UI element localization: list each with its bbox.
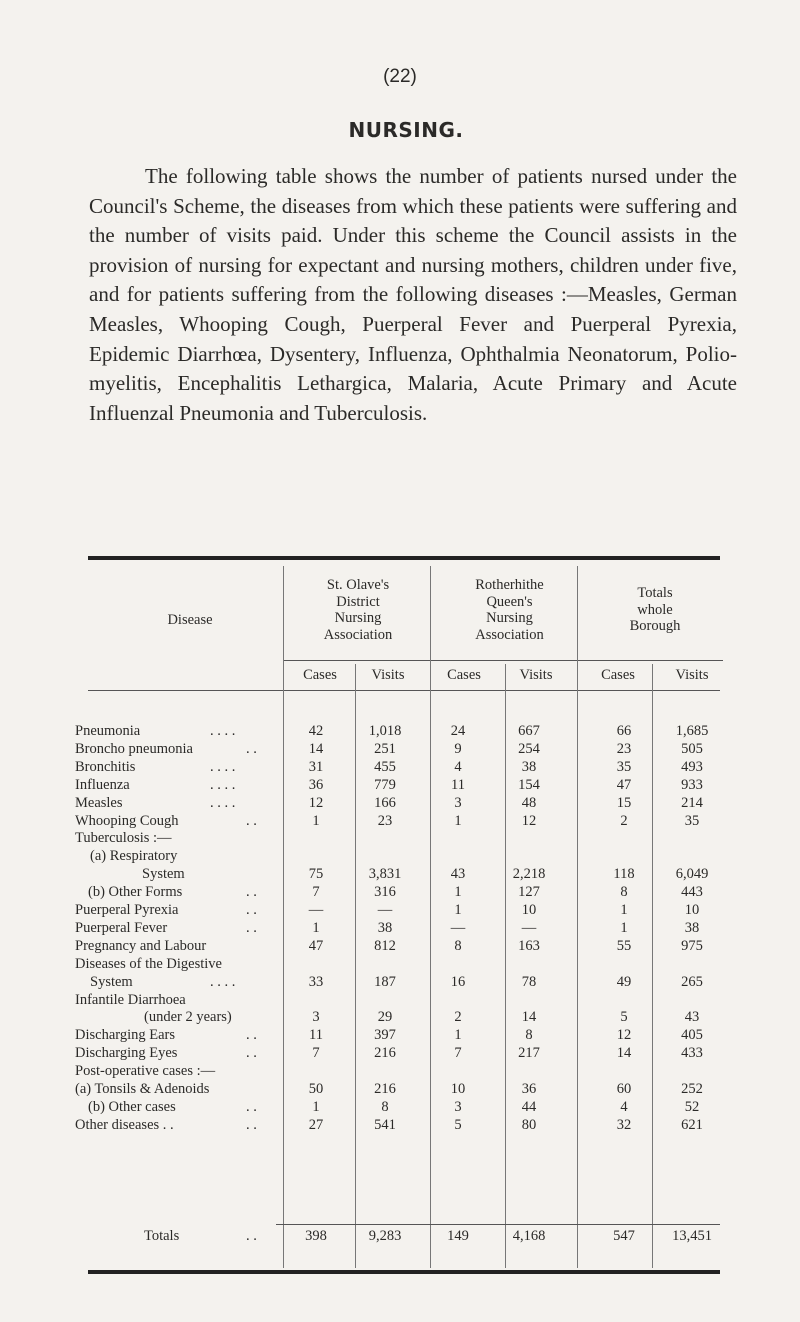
totals-row [0, 1228, 800, 1246]
table-row [0, 884, 800, 902]
st-olaves-cases-cell: 7 [312, 1045, 320, 1062]
total-visits-cell: 443 [681, 884, 703, 901]
row-dot-leader: . . [246, 902, 257, 918]
group-header-rotherhithe [432, 577, 587, 643]
total-cases-cell: 118 [613, 866, 635, 883]
page-title: NURSING. [348, 118, 464, 142]
row-label: Other diseases . . [75, 1116, 174, 1133]
rotherhithe-visits-cell: 254 [518, 740, 540, 757]
row-dot-leader: . . [246, 1045, 257, 1062]
row-label: Post-operative cases :— [75, 1063, 216, 1080]
rotherhithe-cases-cell: 3 [454, 794, 462, 811]
total-visits-cell: 43 [684, 1009, 700, 1026]
row-label: System [90, 973, 133, 990]
rotherhithe-visits-cell: 8 [525, 1027, 533, 1044]
st-olaves-visits-cell: 216 [374, 1045, 396, 1062]
rotherhithe-visits-total: 4,168 [512, 1228, 546, 1244]
st-olaves-cases-cell: 11 [309, 1027, 323, 1044]
st-olaves-visits-cell: — [377, 902, 393, 918]
table-row [0, 1063, 800, 1081]
row-dot-leader: . . . . [210, 794, 236, 811]
row-label: (b) Other cases [88, 1098, 176, 1115]
table-row [0, 1081, 800, 1099]
table-row [0, 1099, 800, 1117]
total-cases-cell: 32 [616, 1116, 632, 1133]
visits-header: Visits [675, 667, 709, 683]
table-row [0, 956, 800, 974]
total-cases-cell: 1 [620, 902, 628, 918]
rotherhithe-cases-cell: 16 [450, 973, 466, 990]
st-olaves-cases-cell: 42 [308, 723, 324, 739]
rotherhithe-visits-cell: 12 [521, 812, 537, 829]
st-olaves-visits-cell: 3,831 [368, 866, 402, 883]
row-label: Puerperal Fever [75, 919, 168, 936]
rotherhithe-visits-cell: 154 [518, 776, 540, 793]
total-visits-cell: 10 [684, 902, 700, 918]
row-label: Broncho pneumonia [75, 740, 193, 757]
rotherhithe-cases-cell: 9 [454, 740, 462, 757]
group-header-st-olaves [283, 577, 433, 643]
st-olaves-visits-cell: 316 [374, 884, 396, 901]
table-bottom-rule [88, 1270, 720, 1274]
disease-header: Disease [167, 612, 213, 628]
table-row [0, 1045, 800, 1063]
group-header-line: whole [637, 601, 673, 618]
group-header-line: District [336, 593, 380, 610]
rotherhithe-cases-cell: 5 [454, 1116, 462, 1133]
row-label: Diseases of the Digestive [75, 955, 222, 972]
row-dot-leader: . . [246, 1228, 257, 1244]
total-cases-cell: 23 [616, 740, 632, 757]
total-visits-cell: 214 [681, 794, 703, 811]
group-header-totals [590, 585, 720, 635]
total-visits-cell: 252 [681, 1081, 703, 1097]
row-label: Pneumonia [75, 723, 141, 739]
row-label: (under 2 years) [144, 1009, 232, 1026]
cases-header: Cases [447, 667, 481, 683]
st-olaves-cases-cell: 36 [308, 776, 324, 793]
rotherhithe-cases-cell: 2 [454, 1009, 462, 1026]
st-olaves-cases-cell: 1 [312, 1098, 320, 1115]
total-cases-cell: 35 [616, 758, 632, 775]
st-olaves-cases-cell: 1 [312, 812, 320, 829]
rotherhithe-visits-cell: 163 [518, 937, 540, 954]
table-row [0, 902, 800, 920]
st-olaves-visits-cell: 455 [374, 758, 396, 775]
total-visits-cell: 433 [681, 1045, 703, 1062]
group-header-line: Nursing [486, 610, 533, 627]
st-olaves-cases-cell: 27 [308, 1116, 324, 1133]
total-visits-cell: 621 [681, 1116, 703, 1133]
rotherhithe-visits-cell: 44 [521, 1098, 537, 1115]
row-label: Measles [75, 794, 123, 811]
rotherhithe-cases-total: 149 [447, 1228, 469, 1244]
total-visits-cell: 265 [681, 973, 703, 990]
rotherhithe-visits-cell: 36 [521, 1081, 537, 1097]
total-visits-cell: 933 [681, 776, 703, 793]
st-olaves-visits-cell: 216 [374, 1081, 396, 1097]
rotherhithe-cases-cell: 11 [451, 776, 465, 793]
st-olaves-cases-cell: 12 [308, 794, 324, 811]
row-dot-leader: . . . . [210, 776, 236, 793]
total-cases-cell: 8 [620, 884, 628, 901]
row-dot-leader: . . [246, 1027, 257, 1044]
row-dot-leader: . . . . [210, 973, 236, 990]
rotherhithe-cases-cell: 24 [450, 723, 466, 739]
st-olaves-cases-cell: 14 [308, 740, 324, 757]
row-dot-leader: . . [246, 1098, 257, 1115]
rotherhithe-visits-cell: 10 [521, 902, 537, 918]
row-label: Discharging Ears [75, 1027, 175, 1044]
total-cases-cell: 4 [620, 1098, 628, 1115]
row-label: System [142, 866, 185, 883]
st-olaves-cases-cell: 75 [308, 866, 324, 883]
rotherhithe-visits-cell: 127 [518, 884, 540, 901]
total-cases-cell: 1 [620, 919, 628, 936]
table-row [0, 723, 800, 741]
rotherhithe-visits-cell: 2,218 [512, 866, 546, 883]
table-row [0, 1117, 800, 1135]
table-top-rule [88, 556, 720, 560]
st-olaves-visits-cell: 166 [374, 794, 396, 811]
st-olaves-visits-cell: 23 [377, 812, 393, 829]
st-olaves-cases-cell: 3 [312, 1009, 320, 1026]
table-row [0, 974, 800, 992]
st-olaves-cases-cell: 7 [312, 884, 320, 901]
group-header-line: Totals [637, 585, 673, 601]
rotherhithe-visits-cell: 48 [521, 794, 537, 811]
total-visits-cell: 975 [681, 937, 703, 954]
total-cases-cell: 66 [616, 723, 632, 739]
rotherhithe-visits-cell: 14 [521, 1009, 537, 1026]
total-cases-cell: 60 [616, 1081, 632, 1097]
total-visits-total: 13,451 [672, 1228, 712, 1244]
rotherhithe-cases-cell: 1 [454, 902, 462, 918]
st-olaves-visits-cell: 812 [374, 937, 396, 954]
table-row [0, 1027, 800, 1045]
st-olaves-visits-cell: 541 [374, 1116, 396, 1133]
st-olaves-cases-total: 398 [305, 1228, 327, 1244]
table-row [0, 830, 800, 848]
rotherhithe-visits-cell: 667 [518, 723, 540, 739]
st-olaves-visits-cell: 38 [377, 919, 393, 936]
st-olaves-cases-cell: 31 [308, 758, 324, 775]
table-row [0, 795, 800, 813]
rotherhithe-cases-cell: 43 [450, 866, 466, 883]
group-header-line: Association [475, 626, 544, 643]
rotherhithe-cases-cell: 7 [454, 1045, 462, 1062]
table-row [0, 920, 800, 938]
st-olaves-cases-cell: — [308, 902, 324, 918]
rotherhithe-visits-cell: 217 [518, 1045, 540, 1062]
rotherhithe-cases-cell: 3 [454, 1098, 462, 1115]
visits-header: Visits [371, 667, 405, 683]
total-cases-total: 547 [613, 1228, 635, 1244]
rotherhithe-cases-cell: 1 [454, 812, 462, 829]
row-dot-leader: . . [246, 812, 257, 829]
row-dot-leader: . . [246, 884, 257, 901]
st-olaves-visits-cell: 397 [374, 1027, 396, 1044]
total-cases-cell: 47 [616, 776, 632, 793]
st-olaves-visits-cell: 1,018 [368, 723, 402, 739]
row-dot-leader: . . . . [210, 723, 236, 739]
row-dot-leader: . . [246, 1116, 257, 1133]
total-cases-cell: 15 [616, 794, 632, 811]
total-visits-cell: 1,685 [675, 723, 709, 739]
st-olaves-visits-cell: 29 [377, 1009, 393, 1026]
row-label: (b) Other Forms [88, 884, 183, 901]
subheader-rule [283, 660, 723, 661]
row-label: Puerperal Pyrexia [75, 902, 179, 918]
cases-header: Cases [303, 667, 337, 683]
total-visits-cell: 38 [684, 919, 700, 936]
total-visits-cell: 52 [684, 1098, 700, 1115]
row-label: Infantile Diarrhoea [75, 991, 186, 1008]
page-number: (22) [383, 66, 417, 87]
st-olaves-visits-cell: 251 [374, 740, 396, 757]
rotherhithe-cases-cell: 1 [454, 884, 462, 901]
st-olaves-cases-cell: 1 [312, 919, 320, 936]
rotherhithe-visits-cell: 80 [521, 1116, 537, 1133]
table-row [0, 992, 800, 1010]
total-visits-cell: 405 [681, 1027, 703, 1044]
row-dot-leader: . . . . [210, 758, 236, 775]
total-cases-cell: 12 [616, 1027, 632, 1044]
st-olaves-visits-cell: 779 [374, 776, 396, 793]
rotherhithe-visits-cell: — [521, 919, 537, 936]
rotherhithe-cases-cell: 10 [450, 1081, 466, 1097]
totals-rule [276, 1224, 720, 1225]
total-visits-cell: 35 [684, 812, 700, 829]
total-cases-cell: 55 [616, 937, 632, 954]
total-visits-cell: 493 [681, 758, 703, 775]
st-olaves-visits-total: 9,283 [368, 1228, 402, 1244]
group-header-line: Nursing [334, 610, 382, 627]
row-label: (a) Tonsils & Adenoids [75, 1081, 210, 1097]
rotherhithe-cases-cell: — [450, 919, 466, 936]
total-visits-cell: 6,049 [675, 866, 709, 883]
row-label: Bronchitis [75, 758, 136, 775]
table-row [0, 938, 800, 956]
rotherhithe-cases-cell: 4 [454, 758, 462, 775]
rotherhithe-visits-cell: 78 [521, 973, 537, 990]
table-row [0, 848, 800, 866]
total-cases-cell: 5 [620, 1009, 628, 1026]
st-olaves-visits-cell: 8 [381, 1098, 389, 1115]
total-cases-cell: 14 [616, 1045, 632, 1062]
totals-label: Totals [144, 1228, 180, 1244]
table-row [0, 741, 800, 759]
table-row [0, 1009, 800, 1027]
total-visits-cell: 505 [681, 740, 703, 757]
header-bottom-rule [88, 690, 720, 691]
group-header-line: Borough [629, 618, 681, 635]
group-header-line: St. Olave's [326, 577, 390, 593]
group-header-line: Rotherhithe [475, 577, 544, 593]
table-row [0, 759, 800, 777]
row-label: Pregnancy and Labour [75, 937, 207, 954]
row-dot-leader: . . [246, 740, 257, 757]
table-row [0, 777, 800, 795]
total-cases-cell: 49 [616, 973, 632, 990]
rotherhithe-cases-cell: 8 [454, 937, 462, 954]
row-label: Influenza [75, 776, 130, 793]
table-row [0, 813, 800, 831]
table-row [0, 866, 800, 884]
group-header-line: Queen's [486, 593, 533, 610]
cases-header: Cases [601, 667, 635, 683]
row-dot-leader: . . [246, 919, 257, 936]
group-header-line: Association [323, 626, 393, 643]
intro-paragraph: The following table shows the number of patients nursed under the Council's Scheme, the diseases from which these patients were suffering and the number of visits paid. Under this scheme the Council assists in the provision of nursing for expectant and nursing mothers, children under five, and for patients suffering from the following diseases :—Measles, German Measles, Whooping Cough, Puerperal Fever and Puerperal Pyrexia, Epidemic Diarrhœa, Dysentery, Influenza, Ophthalmia Neonatorum, Polio-myelitis, Encephalitis Lethargica, Malaria, Acute Primary and Acute Influenzal Pneumonia and Tuberculosis. [89, 164, 737, 425]
rotherhithe-visits-cell: 38 [521, 758, 537, 775]
st-olaves-visits-cell: 187 [374, 973, 396, 990]
st-olaves-cases-cell: 33 [308, 973, 324, 990]
rotherhithe-cases-cell: 1 [454, 1027, 462, 1044]
row-label: Tuberculosis :— [75, 830, 172, 847]
visits-header: Visits [519, 667, 553, 683]
st-olaves-cases-cell: 50 [308, 1081, 324, 1097]
row-label: Discharging Eyes [75, 1045, 178, 1062]
st-olaves-cases-cell: 47 [308, 937, 324, 954]
row-label: Whooping Cough [75, 812, 179, 829]
row-label: (a) Respiratory [90, 848, 178, 865]
total-cases-cell: 2 [620, 812, 628, 829]
